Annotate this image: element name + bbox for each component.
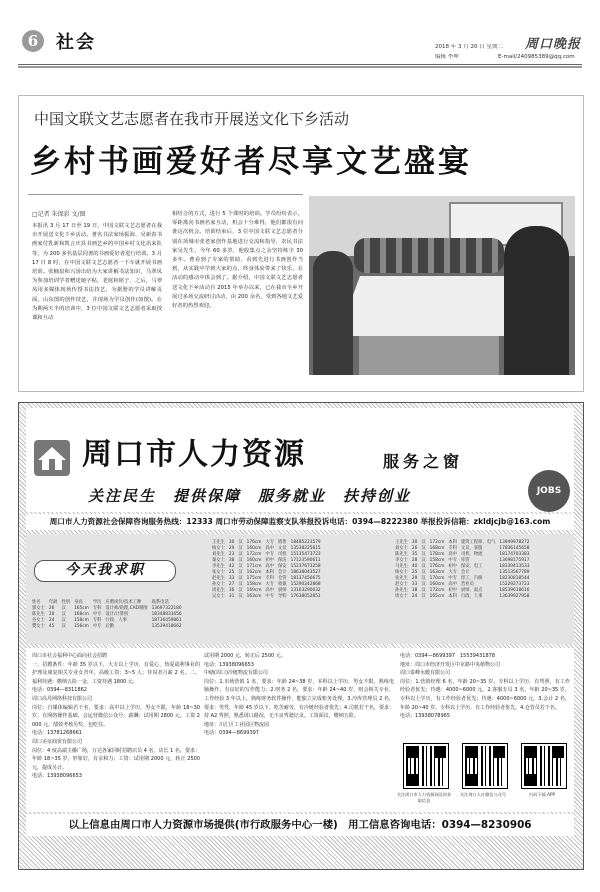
table-cell: 刘女士: [395, 546, 408, 551]
table-cell: 汉: [61, 624, 66, 629]
table-cell: 45: [48, 624, 55, 629]
wanted-table-left: [30, 600, 184, 630]
table-cell: 司机、物流: [461, 552, 483, 557]
header-editor: [435, 54, 459, 60]
table-cell: 销售: [278, 540, 287, 545]
table-cell: 保洁: [278, 558, 287, 563]
table-cell: 160cm: [246, 546, 262, 551]
table-cell: 导购: [278, 594, 287, 599]
table-cell: 35: [411, 552, 418, 557]
table-cell: 张先生: [395, 576, 408, 581]
table-cell: 李先生: [212, 564, 225, 569]
article-photo: [309, 196, 575, 375]
table-cell: 15229273723: [499, 582, 530, 587]
editor-text: 编辑 李坤: [435, 54, 459, 60]
header-cell: 学历: [92, 600, 102, 605]
table-cell: 张女士: [212, 570, 225, 575]
recruit-column-3: 电话：0394—8699397 15539431878 地址：周口市经济开发区中京路中央植物公司 周口泰峰水暖有限公司 岗位：1.营销经理 6 名，年龄 20~35 岁，专科以上学历，有驾照，有工作经验者优先；待遇：4000~6000 元。2.客服专员 3 名，年龄 20~35 岁，专科以上学历，有工作经验者优先；待遇：4000~6000 元。3.会计 2 名，年龄 20~40 岁，专科以上学历，有工作经验者优先。4.仓管员若干名。 电话：13938078965: [400, 653, 570, 720]
table-cell: 周女士: [395, 594, 408, 599]
table-cell: 40: [411, 564, 418, 569]
table-cell: 25: [411, 570, 418, 575]
table-cell: 156cm: [74, 624, 89, 629]
table-cell: 18174703383: [499, 552, 530, 557]
table-cell: 158cm: [74, 618, 89, 623]
table-cell: 文员、客服: [461, 546, 483, 551]
table-cell: 176cm: [246, 540, 262, 545]
table-cell: 汉: [421, 594, 426, 599]
table-cell: 专科: [448, 546, 457, 551]
table-cell: 汉: [421, 546, 426, 551]
header-cell: 性别: [61, 600, 71, 605]
qr-code-1[interactable]: [404, 744, 448, 788]
table-cell: 行政、人事: [461, 594, 483, 599]
table-cell: 汉: [238, 570, 243, 575]
table-cell: 28: [411, 558, 418, 563]
table-cell: 汉: [238, 594, 243, 599]
wanted-table-left-body: [30, 606, 184, 630]
header-cell: 身高: [74, 600, 83, 605]
header-date: [435, 44, 503, 50]
house-icon: [34, 440, 70, 476]
table-cell: 165cm: [74, 606, 89, 611]
ad-subtitle: 服务之窗: [383, 452, 464, 471]
table-cell: 30: [228, 540, 235, 545]
table-cell: 营业员: [461, 582, 474, 587]
table-cell: 初中: [448, 564, 457, 569]
table-cell: 169cm: [246, 588, 262, 593]
table-cell: 中专: [92, 612, 102, 617]
table-cell: 陈先生: [395, 552, 408, 557]
table-cell: 汉: [238, 588, 243, 593]
table-cell: 33: [228, 576, 235, 581]
paper-logo: 周口晚报: [525, 37, 582, 52]
table-cell: 本科: [265, 570, 274, 575]
table-cell: 17123590611: [290, 558, 321, 563]
table-cell: 13163290032: [290, 588, 321, 593]
ad-title: 周口市人力资源: [82, 437, 306, 472]
hotline-bar: 周口市人力资源社会保障咨询服务热线：12333 周口市劳动保障监察支队举报投诉电话：0394—8222380 举报投诉信箱：zkldjcjb@163.com: [26, 514, 574, 530]
table-cell: 吴女士: [212, 594, 225, 599]
table-cell: 初中: [265, 558, 274, 563]
wanted-table-middle: [210, 540, 323, 600]
table-cell: 汉: [61, 612, 66, 617]
table-cell: 中专: [265, 552, 274, 557]
table-cell: 27: [228, 582, 235, 587]
table-cell: 38: [228, 558, 235, 563]
table-cell: 专科: [265, 576, 274, 581]
table-cell: 33: [411, 582, 418, 587]
table-cell: 汉: [61, 618, 66, 623]
table-cell: 赵女士: [395, 582, 408, 587]
photo-person-right: [504, 226, 569, 375]
table-cell: 汉: [238, 546, 243, 551]
recruit-column-2: 试用期 2000 元，转正后 2500 元。 电话：13938096653 中储(周口)冷链物流有限公司 岗位：1.市场营销 1 名，要求：年龄 24~38 岁，本科以上学历，男女不限，熟练电脑操作，有良好的写作能力；2.财务 2 名，要求：年龄 24~40 岁，财会相关专业，工作经验 3 年以上，熟练财务软件操作，能独立完成账务处理。3.冷库管理员 2 名，要求：男性，年龄 45 岁以下，吃苦耐劳，有冷链经验者优先；4.司机若干名，要求：持 A2 驾照，熟悉周口路况，无不良驾驶记录。工资面议，缴纳五险。 地址：川汇区工业园区物流园 电话：0394—8699397: [204, 653, 394, 737]
article-headline: 乡村书画爱好者尽享文艺盛宴: [30, 144, 472, 180]
table-cell: 厨师: [278, 588, 287, 593]
table-cell: 李女士: [395, 558, 408, 563]
header-cell: 年龄: [48, 600, 58, 605]
table-row: [393, 594, 531, 600]
table-cell: 160cm: [429, 582, 445, 587]
table-cell: 设计/计算机: [105, 612, 129, 617]
table-cell: 马先生: [395, 564, 408, 569]
table-cell: 18339413533: [499, 564, 530, 569]
table-cell: 专科: [92, 618, 102, 623]
table-cell: 汉: [238, 558, 243, 563]
table-cell: 汉: [421, 570, 426, 575]
table-cell: 杨女士: [395, 570, 408, 575]
table-cell: 163cm: [246, 594, 262, 599]
table-cell: 谷女士: [32, 618, 45, 623]
table-cell: 后勤: [105, 624, 115, 629]
table-cell: 高中: [265, 546, 274, 551]
table-cell: 会计: [278, 570, 287, 575]
qr-code-3[interactable]: [522, 744, 566, 788]
table-cell: 176cm: [429, 564, 445, 569]
table-cell: 厨师、面点: [461, 588, 483, 593]
table-cell: 18137456675: [290, 576, 321, 581]
table-cell: 165cm: [429, 594, 445, 599]
table-cell: 162cm: [246, 570, 262, 575]
table-cell: 汉: [61, 606, 66, 611]
photo-person-left: [313, 251, 353, 375]
table-cell: 18230818544: [499, 576, 530, 581]
page-number: 6: [27, 32, 39, 50]
wanted-table-right: [393, 540, 531, 600]
table-cell: 172cm: [429, 540, 445, 545]
table-cell: 24: [48, 618, 55, 623]
table-cell: 25: [228, 570, 235, 575]
article-column-2: 相结合的方式，进行 5 个课时的培训。学员纷纷表示，零距离向书画名家互动，机会十分难得，他们都很有问谁这次机会。培训结束后，3 位中国文联文艺志愿者分别在项城市张老家创作基地进行交流和指导，农民书法家吴先生，今年 60 多岁，他收集点之余坚持练字 30 多年。曹看到了专家的帮助，看到先进行书画创作当到，从实践中学到大家的点，终身体验带来了快乐，在活动的感动中体会到了。据介绍，中国文联文艺志愿者送文化下乡活动自 2015 年举办以来，已在我市全乡开展过多场交流研讨活动，由 200 余名，受到各地文艺爱好者的热烈欢迎。: [172, 211, 303, 310]
table-cell: 170cm: [429, 576, 445, 581]
table-cell: 29: [228, 546, 235, 551]
table-cell: 大专: [265, 540, 274, 545]
table-cell: 保安: [278, 564, 287, 569]
table-cell: 160cm: [246, 558, 262, 563]
table-cell: 13949978272: [499, 540, 530, 545]
table-cell: 汉: [238, 576, 243, 581]
article-column-1: 本报讯 3 月 17 日至 19 日，中国文联文艺志愿者在我市开展送文化下乡活动。著名书法家玚振海、吴新春书画家付乳新和凯言庆县书画艺乡的中国乡村文化讯来队等，为 200 多名基层同書的书画爱好者进行培训。3 月 17 日 8 时，在中国文联文艺志愿者一下车就开展书画培训。张楠泉和兴汤出给为大家讲解书法知识，马翠凤为参加培训学者赠送她字帖，老庭和铭子、之后，马翠凤用多媒体现场传授书法技艺，为据册的学员讲解页面，山东图的创作技艺，并现场为学员创作(如图)。在为期两天半的培训中，3 位中国文联文艺志愿者采取授课和互动: [32, 223, 162, 322]
table-cell: 42: [228, 564, 235, 569]
table-cell: 汉: [238, 552, 243, 557]
article-kicker: 中国文联文艺志愿者在我市开展送文化下乡活动: [34, 110, 350, 128]
table-cell: 陈先生: [32, 612, 45, 617]
table-cell: 15290242868: [290, 582, 321, 587]
table-cell: 18736459861: [151, 618, 182, 623]
table-cell: 高中: [265, 564, 274, 569]
table-cell: 王先生: [395, 540, 408, 545]
table-cell: 大专: [265, 582, 274, 587]
table-cell: 汉: [421, 558, 426, 563]
table-cell: 15135473723: [290, 552, 321, 557]
qr-caption-2: 关注周口人社微信公众号: [459, 792, 507, 797]
table-cell: 18539618616: [499, 588, 530, 593]
table-cell: 汉: [421, 552, 426, 557]
table-cell: 158cm: [246, 582, 262, 587]
table-cell: 中专: [92, 624, 102, 629]
table-cell: 孙先生: [395, 588, 408, 593]
table-cell: 17638052851: [290, 594, 321, 599]
table-cell: 31: [228, 594, 235, 599]
header-cell: 应聘岗位/技术工种: [105, 600, 142, 605]
table-cell: 20: [48, 612, 55, 617]
table-cell: 大专: [448, 570, 457, 575]
table-cell: 汉: [421, 576, 426, 581]
table-cell: 汉: [421, 588, 426, 593]
table-cell: 汉: [238, 564, 243, 569]
table-cell: 本科: [448, 540, 457, 545]
photo-crowd: [354, 238, 504, 273]
table-cell: 中专: [265, 594, 274, 599]
table-row: [210, 594, 323, 600]
table-cell: 高中: [448, 552, 457, 557]
table-cell: 收银: [278, 582, 287, 587]
table-cell: 樊女士: [32, 624, 45, 629]
table-cell: 30: [411, 540, 418, 545]
ad-footer: 以上信息由周口市人力资源市场提供(市行政服务中心一楼) 用工信息咨询电话：0394—8230906: [26, 814, 574, 836]
table-cell: 周先生: [212, 588, 225, 593]
table-cell: 杨女士: [212, 546, 225, 551]
table-cell: 13639927958: [499, 594, 530, 599]
table-cell: 13538225615: [290, 546, 321, 551]
table-cell: 仓管: [278, 576, 287, 581]
table-cell: 23: [228, 552, 235, 557]
table-cell: 设计师/助理,CAD制图: [105, 606, 148, 611]
table-cell: 26: [411, 546, 418, 551]
table-cell: 18485223579: [290, 540, 321, 545]
header-cell: 姓名: [32, 600, 41, 605]
qr-caption-3: 扫码下载 APP: [529, 792, 555, 797]
table-cell: 36: [228, 588, 235, 593]
table-cell: 汉: [421, 582, 426, 587]
table-cell: 专科: [92, 606, 102, 611]
table-cell: 高中: [265, 588, 274, 593]
table-cell: 司机: [278, 552, 287, 557]
table-cell: 秦女士: [212, 558, 225, 563]
jobs-badge-text: JOBS: [536, 486, 562, 496]
table-cell: 中专: [448, 576, 457, 581]
table-cell: 172cm: [246, 552, 262, 557]
table-cell: 29: [411, 576, 418, 581]
table-cell: 13698175917: [499, 558, 530, 563]
table-cell: 175cm: [246, 576, 262, 581]
table-cell: 刘先生: [212, 552, 225, 557]
table-cell: 焊工、汽修: [461, 576, 483, 581]
table-cell: 13697322180: [151, 606, 182, 611]
recruit-column-1: 周口市社会福利中心面向社会招聘 一、招聘条件：年龄 35 岁以下，大专以上学历，有爱心，热爱福利事业的护理及康复相关专业女青年。高级工资：3~5 人；待岗者月薪 2 名。二、福利待遇：缴纳五险一金，工资待遇 1800 元。 电话：0394—8311862 周口高丹网络科技有限公司 岗位：自媒体编辑若干名，要求：高中以上学历，男女不限，年龄 18~30 岁，有网络操作基础，会运营微信公众号；薪酬：试用期 2800 元。工资 2000 元，绩效考核另奖，包吃住。 电话：13781268661 周口美谊商贸有限公司 岗位：4 度高端主播广场，万达各家同时招聘店员 4 名，店长 1 名，要求：年龄 18~35 岁，形象好，有亲和力；工资：试用期 2000 元，转正 2500 元，提成另计。 电话：13938096653: [32, 653, 200, 780]
table-cell: 17836145658: [499, 546, 530, 551]
table-cell: 中专: [448, 558, 457, 563]
section-title: 社会: [56, 32, 96, 53]
qr-code-2[interactable]: [463, 744, 507, 788]
table-cell: 168cm: [429, 546, 445, 551]
table-cell: 孙女士: [212, 582, 225, 587]
table-cell: 郭女士: [32, 606, 45, 611]
table-cell: 168cm: [74, 612, 89, 617]
weekday-text: 星期二: [486, 44, 504, 50]
table-cell: 26: [48, 606, 55, 611]
table-cell: 库管: [461, 558, 470, 563]
wanted-table-middle-body: [210, 540, 323, 600]
qr-caption-1: 关注周口市人力资源网及时获取信息: [396, 792, 452, 803]
table-cell: 15237673258: [290, 564, 321, 569]
table-cell: 13539418662: [151, 624, 182, 629]
table-cell: 24: [411, 594, 418, 599]
date-text: 2018 年 3 月 20 日: [435, 44, 485, 50]
table-cell: 高中: [448, 582, 457, 587]
wanted-banner-text: 今天我求职: [65, 562, 145, 578]
table-cell: 163cm: [429, 570, 445, 575]
header-cell: 联系电话: [151, 600, 169, 605]
table-cell: 会计: [461, 570, 470, 575]
article-byline: □记者 朱保彩 文/图: [32, 211, 86, 218]
table-cell: 保安、电工: [461, 564, 483, 569]
table-cell: 汉: [238, 540, 243, 545]
header-rule: [18, 64, 582, 65]
hr-logo-icon: [34, 440, 70, 476]
table-cell: 行政、人事: [105, 618, 127, 623]
table-row: [30, 624, 184, 630]
table-cell: 文员: [278, 546, 287, 551]
table-cell: 汉: [421, 540, 426, 545]
table-cell: 178cm: [429, 552, 445, 557]
table-cell: 初中: [448, 588, 457, 593]
table-cell: 18348831656: [151, 612, 182, 617]
header-rule-thick: [18, 66, 582, 68]
table-cell: 汉: [421, 564, 426, 569]
table-cell: 赵先生: [212, 576, 225, 581]
table-cell: 建筑工程师、电气: [461, 540, 496, 545]
header-email: E-mail/240985389@qq.com: [498, 54, 575, 60]
ad-slogan: 关注民生 提供保障 服务就业 扶持创业: [88, 487, 412, 505]
table-cell: 158cm: [429, 558, 445, 563]
headline-divider: [28, 194, 303, 195]
table-cell: 18638043527: [290, 570, 321, 575]
table-cell: 汉: [238, 582, 243, 587]
wanted-table-right-body: [393, 540, 531, 600]
table-cell: 171cm: [246, 564, 262, 569]
table-cell: 本科: [448, 594, 457, 599]
table-cell: 13513567789: [499, 570, 530, 575]
photo-foreground: [359, 336, 499, 375]
table-cell: 38: [411, 588, 418, 593]
table-cell: 王先生: [212, 540, 225, 545]
table-cell: 172cm: [429, 588, 445, 593]
